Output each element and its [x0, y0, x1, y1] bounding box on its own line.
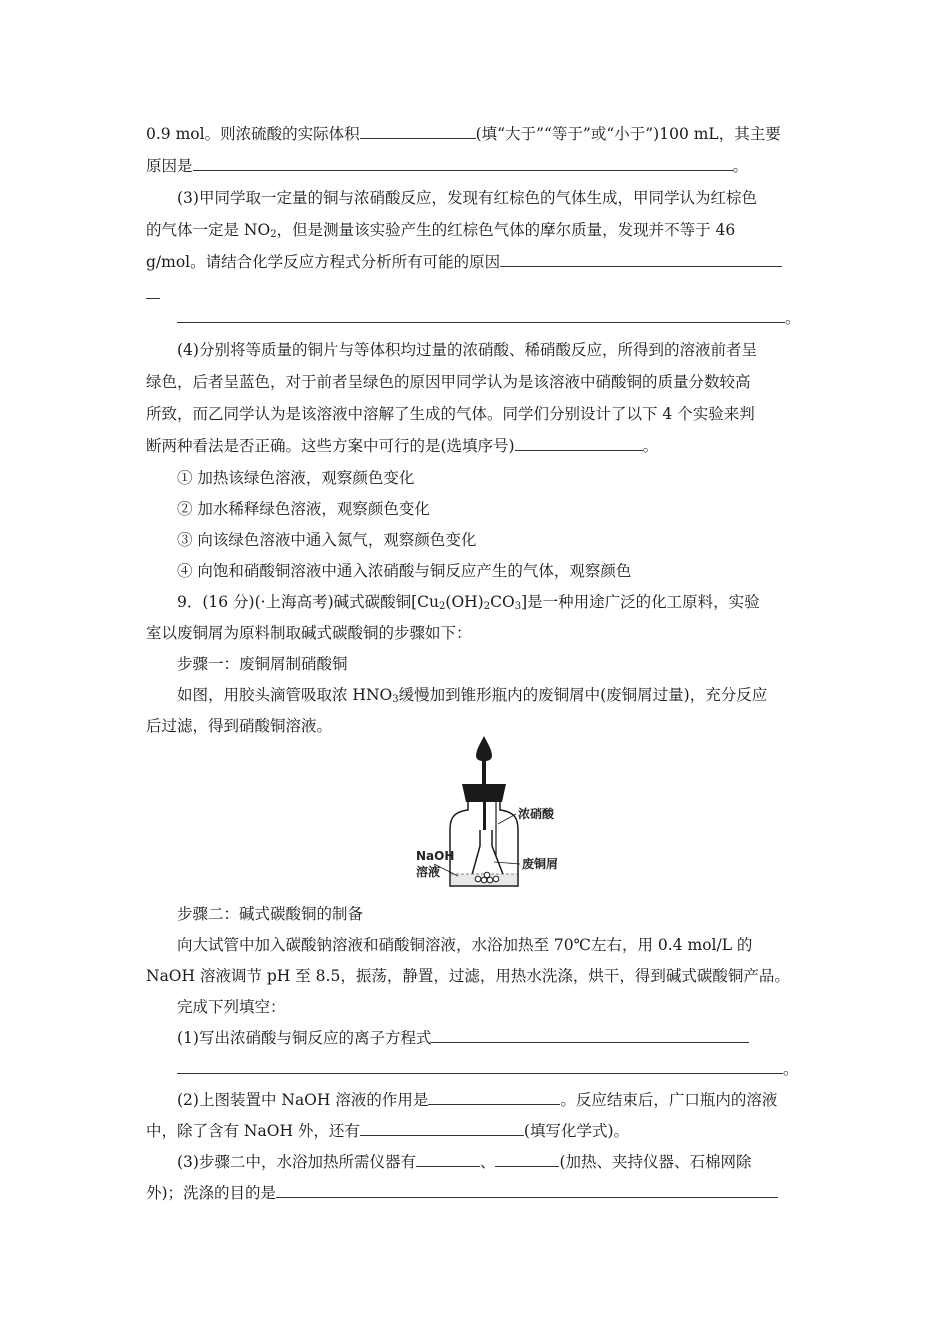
text-line: 后过滤，得到硝酸铜溶液。	[146, 717, 333, 735]
answer-blank[interactable]	[495, 1152, 559, 1167]
text-line: g/mol。请结合化学反应方程式分析所有可能的原因	[146, 252, 816, 272]
text-line: (3)步骤二中，水浴加热所需仪器有 、 (加热、夹持仪器、石棉网除	[177, 1153, 752, 1171]
text-line: 断两种看法是否正确。这些方案中可行的是(选填序号) 。	[146, 437, 659, 455]
text-line: 。	[177, 308, 817, 328]
text-line: NaOH 溶液调节 pH 至 8.5，振荡，静置，过滤，用热水洗涤，烘干，得到碱式碳酸铜产品。	[146, 967, 790, 985]
answer-blank[interactable]	[177, 308, 785, 323]
answer-blank[interactable]	[416, 1152, 480, 1167]
text-line: 完成下列填空：	[177, 998, 286, 1016]
answer-blank[interactable]	[431, 1028, 749, 1043]
text-line: (2)上图装置中 NaOH 溶液的作用是 。反应结束后，广口瓶内的溶液	[177, 1091, 778, 1109]
label-conc-nitric-acid: 浓硝酸	[518, 807, 555, 821]
label-solution: 溶液	[416, 865, 441, 879]
text-line: 。	[177, 1059, 817, 1079]
option-1: ① 加热该绿色溶液，观察颜色变化	[177, 469, 415, 487]
answer-blank[interactable]	[360, 124, 476, 139]
answer-blank[interactable]	[193, 156, 733, 171]
label-copper-scrap: 废铜屑	[522, 857, 559, 871]
text-line: 向大试管中加入碳酸钠溶液和硝酸铜溶液，水浴加热至 70℃左右，用 0.4 mol/L 的	[177, 936, 753, 954]
option-4: ④ 向饱和硝酸铜溶液中通入浓硝酸与铜反应产生的气体，观察颜色	[177, 562, 632, 580]
apparatus-diagram	[412, 734, 582, 894]
option-2: ② 加水稀释绿色溶液，观察颜色变化	[177, 500, 430, 518]
answer-blank[interactable]	[360, 1121, 524, 1136]
text-line: 0.9 mol。则浓硫酸的实际体积 (填“大于”“等于”或“小于”)100 mL，其主要	[146, 125, 781, 143]
acid-tube-icon	[483, 802, 486, 834]
text-line: (4)分别将等质量的铜片与等体积均过量的浓硝酸、稀硝酸反应，所得到的溶液前者呈	[177, 341, 757, 359]
dropper-tube-icon	[482, 761, 486, 785]
option-3: ③ 向该绿色溶液中通入氮气，观察颜色变化	[177, 531, 477, 549]
text-line: 室以废铜屑为原料制取碱式碳酸铜的步骤如下：	[146, 624, 472, 642]
answer-blank[interactable]	[428, 1090, 560, 1105]
text-line: (3)甲同学取一定量的铜与浓硝酸反应，发现有红棕色的气体生成，甲同学认为红棕色	[177, 189, 757, 207]
text-line	[146, 284, 816, 304]
text-line: 所致，而乙同学认为是该溶液中溶解了生成的气体。同学们分别设计了以下 4 个实验来判	[146, 405, 755, 423]
answer-blank[interactable]	[515, 436, 643, 451]
stopper-icon	[462, 784, 506, 802]
text-line: 外)；洗涤的目的是	[146, 1183, 816, 1203]
text-line: 绿色，后者呈蓝色，对于前者呈绿色的原因甲同学认为是该溶液中硝酸铜的质量分数较高	[146, 373, 751, 391]
answer-blank[interactable]	[276, 1183, 778, 1198]
text-line: 原因是 。	[146, 157, 749, 175]
answer-blank[interactable]	[177, 1059, 783, 1074]
text-line: 中，除了含有 NaOH 外，还有 (填写化学式)。	[146, 1122, 629, 1140]
label-naoh: NaOH	[416, 849, 455, 863]
step-heading: 步骤二：碱式碳酸铜的制备	[177, 905, 364, 923]
question-9: 9．(16 分)(·上海高考)碱式碳酸铜$[Cu_2(OH)_2CO_3]$是一种用途广泛的化工原料，实验	[177, 593, 760, 612]
answer-blank[interactable]	[500, 252, 782, 267]
text-line: 的气体一定是 $NO_2$，但是测量该实验产生的红棕色气体的摩尔质量，发现并不等于 46	[146, 221, 736, 240]
text-line: 如图，用胶头滴管吸取浓 $HNO_3$缓慢加到锥形瓶内的废铜屑中(废铜屑过量)，充分反应	[177, 686, 768, 705]
dropper-bulb-icon	[476, 736, 492, 761]
answer-blank[interactable]	[146, 284, 160, 299]
text-line: (1)写出浓硝酸与铜反应的离子方程式	[177, 1028, 817, 1048]
step-heading: 步骤一：废铜屑制硝酸铜	[177, 655, 348, 673]
